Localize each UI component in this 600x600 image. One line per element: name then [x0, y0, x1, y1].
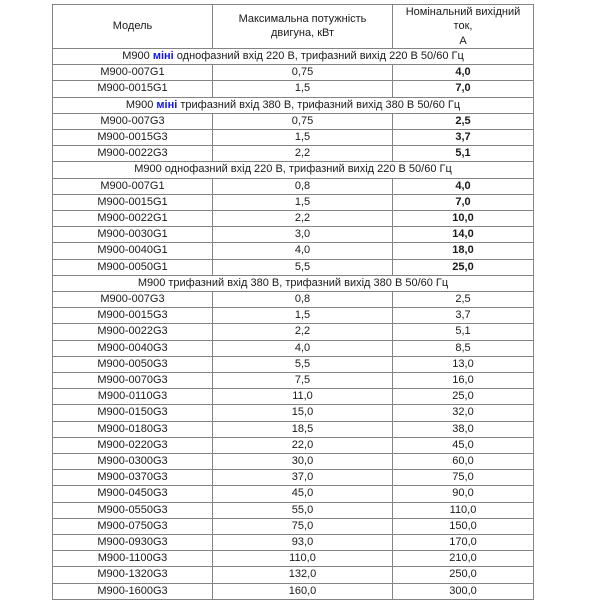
model-cell: M900-0220G3 [53, 437, 213, 453]
current-cell: 7,0 [393, 194, 534, 210]
power-cell: 160,0 [213, 583, 393, 599]
current-cell: 25,0 [393, 389, 534, 405]
model-cell: M900-007G3 [53, 291, 213, 307]
table-row [53, 551, 534, 567]
power-cell: 1,5 [213, 81, 393, 97]
table-row [53, 372, 534, 388]
table-row [53, 308, 534, 324]
current-cell: 4,0 [393, 178, 534, 194]
section-title [53, 162, 534, 178]
current-cell: 170,0 [393, 534, 534, 550]
current-cell: 18,0 [393, 243, 534, 259]
table-row [53, 194, 534, 210]
model-cell: M900-0930G3 [53, 534, 213, 550]
table-row [53, 453, 534, 469]
current-cell: 210,0 [393, 551, 534, 567]
section-title [53, 275, 534, 291]
model-cell: M900-0300G3 [53, 453, 213, 469]
table-row [53, 259, 534, 275]
table-row [53, 113, 534, 129]
section-header-row [53, 275, 534, 291]
power-cell: 37,0 [213, 470, 393, 486]
power-cell: 15,0 [213, 405, 393, 421]
column-header-current [393, 5, 534, 49]
model-cell: M900-0050G1 [53, 259, 213, 275]
model-cell: M900-0022G3 [53, 324, 213, 340]
table-row [53, 65, 534, 81]
current-cell: 60,0 [393, 453, 534, 469]
section-title-text: M900 [122, 49, 153, 62]
header-line: А [459, 34, 467, 47]
table-row [53, 227, 534, 243]
current-cell: 25,0 [393, 259, 534, 275]
model-cell: M900-0180G3 [53, 421, 213, 437]
current-cell: 8,5 [393, 340, 534, 356]
model-cell: M900-1600G3 [53, 583, 213, 599]
model-cell: M900-0150G3 [53, 405, 213, 421]
power-cell: 4,0 [213, 243, 393, 259]
header-row [53, 5, 534, 49]
power-cell: 45,0 [213, 486, 393, 502]
current-cell: 16,0 [393, 372, 534, 388]
model-cell: M900-0450G3 [53, 486, 213, 502]
power-cell: 5,5 [213, 356, 393, 372]
power-cell: 5,5 [213, 259, 393, 275]
power-cell: 4,0 [213, 340, 393, 356]
table-row [53, 178, 534, 194]
current-cell: 45,0 [393, 437, 534, 453]
table-row [53, 437, 534, 453]
power-cell: 3,0 [213, 227, 393, 243]
section-title [53, 48, 534, 64]
model-cell: M900-007G1 [53, 178, 213, 194]
current-cell: 14,0 [393, 227, 534, 243]
power-cell: 1,5 [213, 308, 393, 324]
current-cell: 110,0 [393, 502, 534, 518]
current-cell: 32,0 [393, 405, 534, 421]
spec-table [52, 4, 534, 600]
power-cell: 132,0 [213, 567, 393, 583]
model-cell: M900-0040G3 [53, 340, 213, 356]
section-header-row [53, 48, 534, 64]
current-cell: 300,0 [393, 583, 534, 599]
section-title-text: трифазний вхід 380 В, трифазний вихід 380 В 50/60 Гц [177, 98, 461, 111]
table-row [53, 146, 534, 162]
model-cell: M900-0070G3 [53, 372, 213, 388]
power-cell: 2,2 [213, 146, 393, 162]
power-cell: 7,5 [213, 372, 393, 388]
table-header [53, 5, 534, 49]
table-row [53, 340, 534, 356]
power-cell: 2,2 [213, 324, 393, 340]
current-cell: 3,7 [393, 129, 534, 145]
section-title-accent: міні [152, 49, 174, 62]
current-cell: 38,0 [393, 421, 534, 437]
power-cell: 1,5 [213, 194, 393, 210]
power-cell: 30,0 [213, 453, 393, 469]
model-cell: M900-1320G3 [53, 567, 213, 583]
header-line: Модель [112, 20, 153, 33]
header-line: Номінальний вихідний ток, [405, 6, 521, 33]
table-row [53, 518, 534, 534]
current-cell: 90,0 [393, 486, 534, 502]
current-cell: 5,1 [393, 324, 534, 340]
power-cell: 18,5 [213, 421, 393, 437]
current-cell: 3,7 [393, 308, 534, 324]
power-cell: 75,0 [213, 518, 393, 534]
model-cell: M900-007G3 [53, 113, 213, 129]
model-cell: M900-0022G3 [53, 146, 213, 162]
current-cell: 2,5 [393, 291, 534, 307]
table-row [53, 81, 534, 97]
model-cell: M900-0050G3 [53, 356, 213, 372]
power-cell: 2,2 [213, 210, 393, 226]
model-cell: M900-007G1 [53, 65, 213, 81]
model-cell: M900-0370G3 [53, 470, 213, 486]
column-header-power [213, 5, 393, 49]
model-cell: M900-0750G3 [53, 518, 213, 534]
power-cell: 55,0 [213, 502, 393, 518]
table-row [53, 534, 534, 550]
section-title-text: однофазний вхід 220 В, трифазний вихід 220 В 50/60 Гц [173, 49, 464, 62]
current-cell: 7,0 [393, 81, 534, 97]
section-title-text: M900 [125, 98, 157, 111]
model-cell: M900-0015G1 [53, 81, 213, 97]
table-row [53, 405, 534, 421]
table-row [53, 389, 534, 405]
current-cell: 75,0 [393, 470, 534, 486]
model-cell: M900-0015G1 [53, 194, 213, 210]
model-cell: M900-1100G3 [53, 551, 213, 567]
current-cell: 2,5 [393, 113, 534, 129]
header-line: двигуна, кВт [270, 27, 335, 40]
power-cell: 93,0 [213, 534, 393, 550]
current-cell: 5,1 [393, 146, 534, 162]
model-cell: M900-0550G3 [53, 502, 213, 518]
power-cell: 0,8 [213, 178, 393, 194]
power-cell: 110,0 [213, 551, 393, 567]
power-cell: 0,75 [213, 113, 393, 129]
table-row [53, 470, 534, 486]
column-header-model [53, 5, 213, 49]
current-cell: 250,0 [393, 567, 534, 583]
section-title-text: M900 трифазний вхід 380 В, трифазний вихід 380 В 50/60 Гц [137, 276, 449, 289]
power-cell: 1,5 [213, 129, 393, 145]
header-line: Максимальна потужність [238, 13, 367, 26]
table-row [53, 324, 534, 340]
current-cell: 13,0 [393, 356, 534, 372]
model-cell: M900-0015G3 [53, 308, 213, 324]
table-row [53, 210, 534, 226]
power-cell: 0,75 [213, 65, 393, 81]
table-row [53, 129, 534, 145]
table-row [53, 356, 534, 372]
model-cell: M900-0022G1 [53, 210, 213, 226]
table-row [53, 243, 534, 259]
current-cell: 150,0 [393, 518, 534, 534]
section-title [53, 97, 534, 113]
current-cell: 10,0 [393, 210, 534, 226]
model-cell: M900-0040G1 [53, 243, 213, 259]
model-cell: M900-0110G3 [53, 389, 213, 405]
section-header-row [53, 162, 534, 178]
power-cell: 22,0 [213, 437, 393, 453]
table-row [53, 486, 534, 502]
table-row [53, 291, 534, 307]
model-cell: M900-0030G1 [53, 227, 213, 243]
model-cell: M900-0015G3 [53, 129, 213, 145]
section-header-row [53, 97, 534, 113]
table-row [53, 421, 534, 437]
power-cell: 0,8 [213, 291, 393, 307]
section-title-text: M900 однофазний вхід 220 В, трифазний вихід 220 В 50/60 Гц [134, 163, 452, 176]
table-row [53, 502, 534, 518]
section-title-accent: міні [156, 98, 178, 111]
power-cell: 11,0 [213, 389, 393, 405]
table-row [53, 567, 534, 583]
table-row [53, 583, 534, 599]
current-cell: 4,0 [393, 65, 534, 81]
spec-table-body [53, 48, 534, 599]
